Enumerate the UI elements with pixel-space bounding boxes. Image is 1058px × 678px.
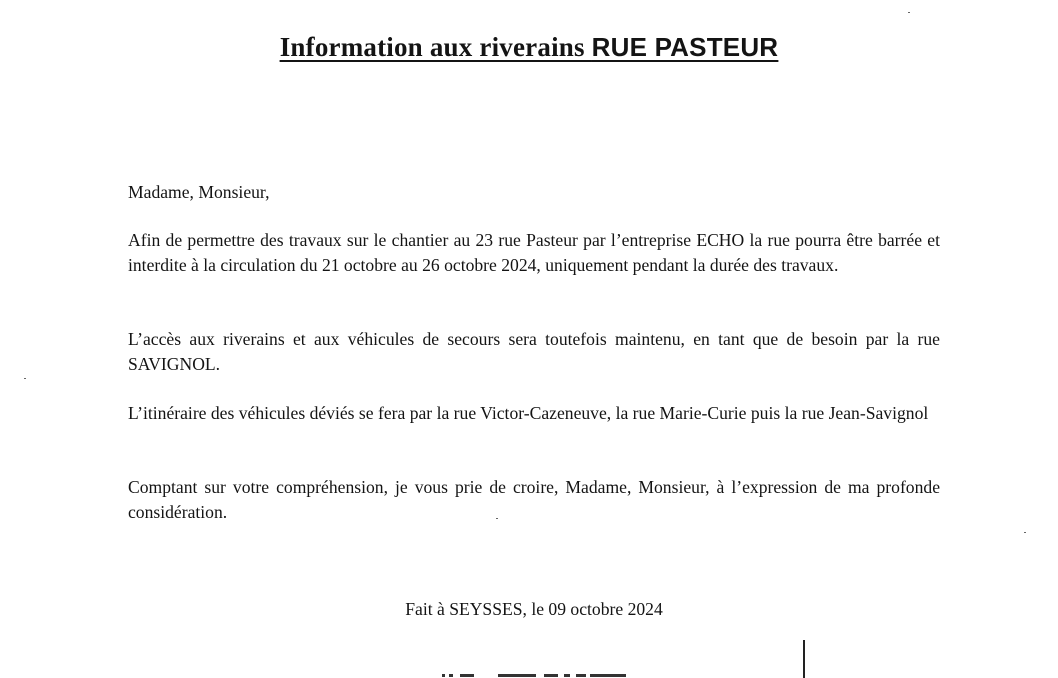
paragraph-detour: L’itinéraire des véhicules déviés se fera par la rue Victor-Cazeneuve, la rue Marie-Curie puis la rue Jean-Savignol [128, 403, 929, 423]
scan-speck [496, 518, 498, 519]
title-street: RUE PASTEUR [591, 32, 779, 62]
paragraph-road-closure: Afin de permettre des travaux sur le chantier au 23 rue Pasteur par l’entreprise ECHO la rue pourra être barrée et interdite à la circulation du 21 octobre au 26 octobre 2024, uniquement pendant la durée des travaux. [128, 230, 940, 275]
paragraph-closing: Comptant sur votre compréhension, je vous prie de croire, Madame, Monsieur, à l’expression de ma profonde considération. [128, 477, 940, 522]
greeting: Madame, Monsieur, [128, 182, 270, 202]
cut-off-signatory-line [440, 666, 640, 678]
scan-speck [24, 378, 26, 379]
title-prefix: Information aux riverains [279, 32, 592, 62]
place-and-date: Fait à SEYSSES, le 09 octobre 2024 [405, 599, 663, 619]
paragraph-access: L’accès aux riverains et aux véhicules de secours sera toutefois maintenu, en tant que de besoin par la rue SAVIGNOL. [128, 329, 940, 374]
scan-speck [908, 12, 910, 13]
signature-mark [803, 640, 805, 678]
scan-speck [1024, 532, 1026, 533]
title-text [280, 32, 779, 62]
document-title [0, 30, 1058, 64]
